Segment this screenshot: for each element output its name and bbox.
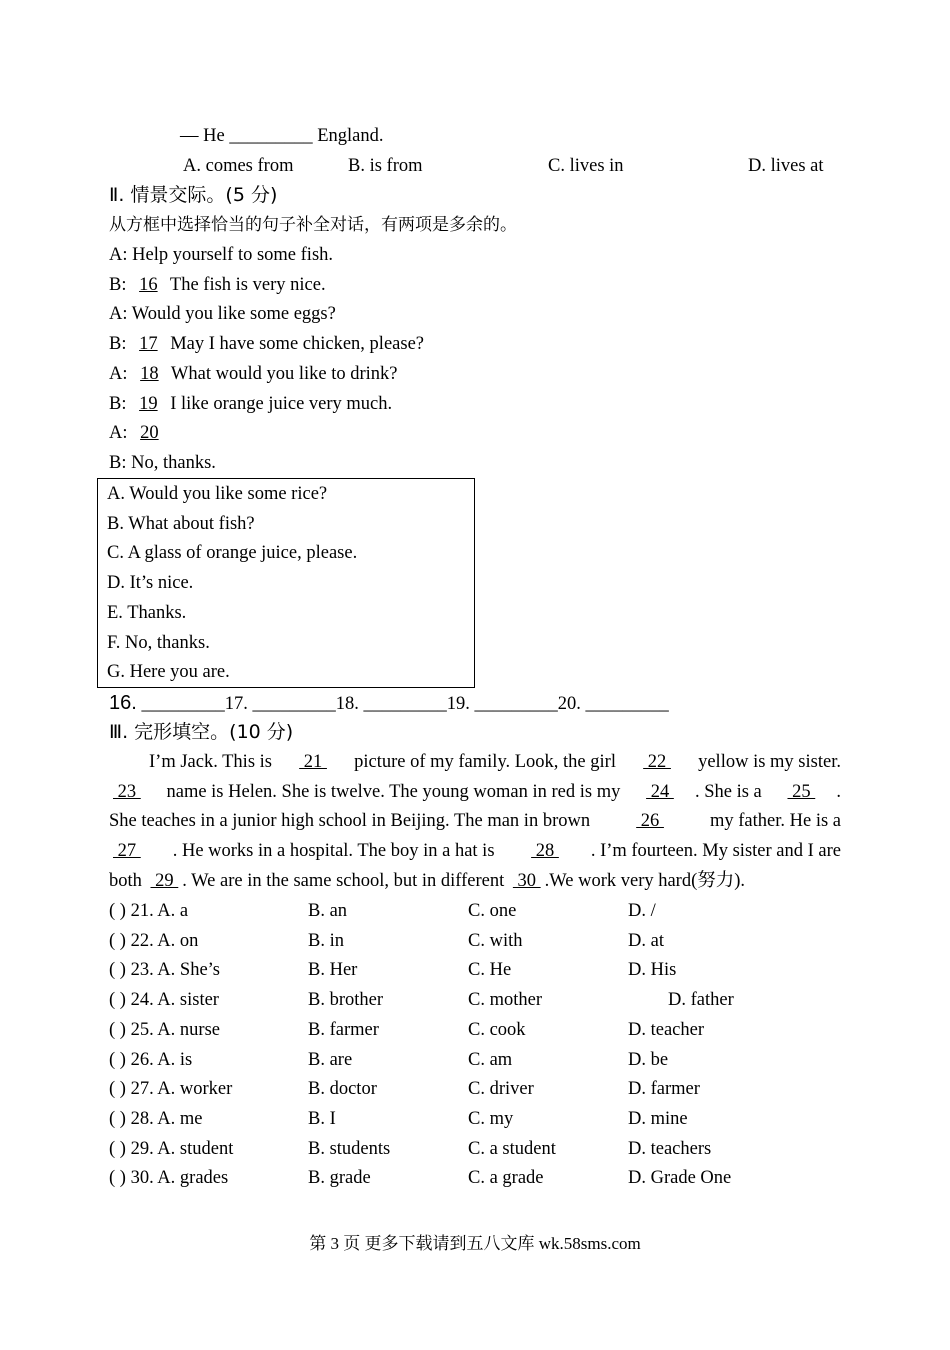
option-d: D. /: [628, 901, 656, 921]
question-stem: ( ) 26. A. is: [109, 1049, 193, 1070]
question-stem: ( ) 27. A. worker: [109, 1079, 233, 1100]
passage-text: I’m Jack. This is: [149, 752, 277, 772]
speaker-label: A:: [109, 423, 128, 444]
option-b: B. Her: [308, 960, 358, 981]
box-option: B. What about fish?: [107, 513, 255, 534]
dialogue-line: [109, 363, 398, 385]
question-stem: ( ) 21. A. a: [109, 901, 189, 921]
cloze-blank: 29: [150, 870, 179, 891]
dialogue-text: I like orange juice very much.: [170, 393, 393, 414]
cloze-blank: 21: [299, 752, 327, 772]
passage-line: [149, 751, 841, 773]
option-c: C. mother: [468, 990, 542, 1011]
cloze-blank: 26: [636, 811, 664, 832]
option-c: C. one: [468, 901, 517, 921]
dialogue-line: [109, 452, 216, 474]
box-option: A. Would you like some rice?: [107, 484, 328, 504]
passage-text: .: [836, 781, 841, 802]
speaker-label: A:: [109, 363, 128, 384]
option-b: B. brother: [308, 990, 384, 1011]
option-d: D. be: [628, 1049, 669, 1070]
option-b: B. are: [308, 1049, 353, 1070]
option-d: D. Grade One: [628, 1168, 732, 1189]
option-c: C. my: [468, 1108, 514, 1129]
passage-text: name is Helen. She is twelve. The young woman in red is my: [161, 781, 625, 802]
question-stem: ( ) 25. A. nurse: [109, 1019, 220, 1040]
option-c: C. a student: [468, 1138, 556, 1159]
option-d: D. teachers: [628, 1138, 712, 1159]
dialogue-line: [109, 303, 336, 325]
option-d: D. His: [628, 960, 677, 981]
speaker-label: A:: [109, 245, 128, 265]
dialogue-text: What would you like to drink?: [170, 363, 398, 384]
passage-text: . He works in a hospital. The boy in a hat is: [172, 841, 500, 862]
passage-text: .We work very hard(努力).: [544, 870, 746, 891]
passage-line: [109, 840, 841, 862]
passage-text: picture of my family. Look, the girl: [349, 752, 621, 772]
option-c: C. cook: [468, 1019, 526, 1040]
option-b: B. in: [308, 930, 344, 951]
box-option: E. Thanks.: [107, 602, 187, 623]
option-b: B. students: [308, 1138, 391, 1159]
cloze-blank: 24: [646, 781, 674, 802]
dialogue-text: The fish is very nice.: [169, 274, 326, 295]
dialogue-line: [109, 274, 326, 296]
dialogue-text: Help yourself to some fish.: [132, 245, 334, 265]
question-stem: ( ) 29. A. student: [109, 1138, 234, 1159]
cloze-blank: 25: [787, 781, 816, 802]
option-b: B. grade: [308, 1168, 371, 1189]
box-option: G. Here you are.: [107, 662, 230, 683]
cloze-blank: 23: [113, 781, 141, 802]
q15-option-d: D. lives at: [748, 156, 824, 176]
dialogue-line: [109, 244, 333, 266]
cloze-blank: 30: [512, 870, 541, 891]
dialogue-text: Would you like some eggs?: [131, 304, 336, 325]
option-d: D. farmer: [628, 1079, 700, 1100]
option-c: C. He: [468, 960, 512, 981]
answer-blank: 18: [140, 363, 159, 384]
option-d: D. father: [668, 990, 734, 1011]
section-2-heading: Ⅱ. 情景交际。(5 分): [109, 184, 278, 206]
q15-option-c: C. lives in: [548, 156, 624, 176]
passage-text: my father. He is a: [705, 811, 841, 832]
box-option: C. A glass of orange juice, please.: [107, 543, 358, 564]
question-stem: ( ) 30. A. grades: [109, 1168, 229, 1189]
option-b: B. farmer: [308, 1019, 379, 1040]
answer-blank: 17: [139, 334, 158, 355]
speaker-label: A:: [109, 304, 128, 325]
option-b: B. doctor: [308, 1079, 377, 1100]
question-stem: ( ) 22. A. on: [109, 930, 199, 951]
passage-text: . She is a: [694, 781, 767, 802]
speaker-label: B:: [109, 334, 127, 355]
option-c: C. with: [468, 930, 523, 951]
question-15-prompt: — He _________ England.: [180, 126, 384, 146]
option-c: C. am: [468, 1049, 513, 1070]
page-footer: 第 3 页 更多下载请到五八文库 wk.58sms.com: [309, 1234, 641, 1253]
option-c: C. a grade: [468, 1168, 544, 1189]
option-d: D. mine: [628, 1108, 688, 1129]
passage-text: . I’m fourteen. My sister and I are: [590, 841, 841, 862]
answer-blank: 19: [139, 393, 158, 414]
answer-16-label: 16.: [109, 692, 137, 714]
dialogue-line: [109, 393, 392, 415]
passage-text: She teaches in a junior high school in Beijing. The man in brown: [109, 811, 595, 832]
question-stem: ( ) 23. A. She’s: [109, 960, 220, 981]
passage-text: yellow is my sister.: [693, 752, 841, 772]
section-2-instruction: 从方框中选择恰当的句子补全对话，有两项是多余的。: [109, 215, 517, 235]
question-stem: ( ) 24. A. sister: [109, 990, 219, 1011]
dialogue-line: [109, 422, 167, 444]
option-c: C. driver: [468, 1079, 534, 1100]
section-3-heading: Ⅲ. 完形填空。(10 分): [109, 721, 294, 743]
cloze-blank: 22: [643, 752, 671, 772]
speaker-label: B:: [109, 274, 127, 295]
box-option: F. No, thanks.: [107, 632, 210, 653]
q15-option-b: B. is from: [348, 156, 423, 176]
answer-line: [109, 692, 669, 715]
option-d: D. teacher: [628, 1019, 705, 1040]
passage-text: both: [109, 870, 147, 891]
option-d: D. at: [628, 930, 664, 951]
passage-line: [109, 810, 841, 832]
speaker-label: B:: [109, 393, 127, 414]
cloze-blank: 28: [531, 841, 559, 862]
q15-option-a: A. comes from: [183, 156, 294, 176]
passage-line: [109, 781, 841, 803]
answer-blanks: _________17. _________18. _________19. _________20. _________: [136, 694, 669, 714]
cloze-blank: 27: [113, 841, 141, 862]
dialogue-text: May I have some chicken, please?: [170, 334, 424, 355]
option-b: B. an: [308, 901, 348, 921]
dialogue-text: No, thanks.: [131, 452, 216, 473]
box-option: D. It’s nice.: [107, 573, 194, 594]
dialogue-line: [109, 333, 424, 355]
option-b: B. I: [308, 1108, 336, 1129]
passage-line: [109, 870, 745, 892]
passage-text: . We are in the same school, but in different: [182, 870, 509, 891]
answer-blank: 16: [139, 274, 158, 295]
question-stem: ( ) 28. A. me: [109, 1108, 203, 1129]
answer-blank: 20: [140, 423, 159, 444]
speaker-label: B:: [109, 452, 127, 473]
